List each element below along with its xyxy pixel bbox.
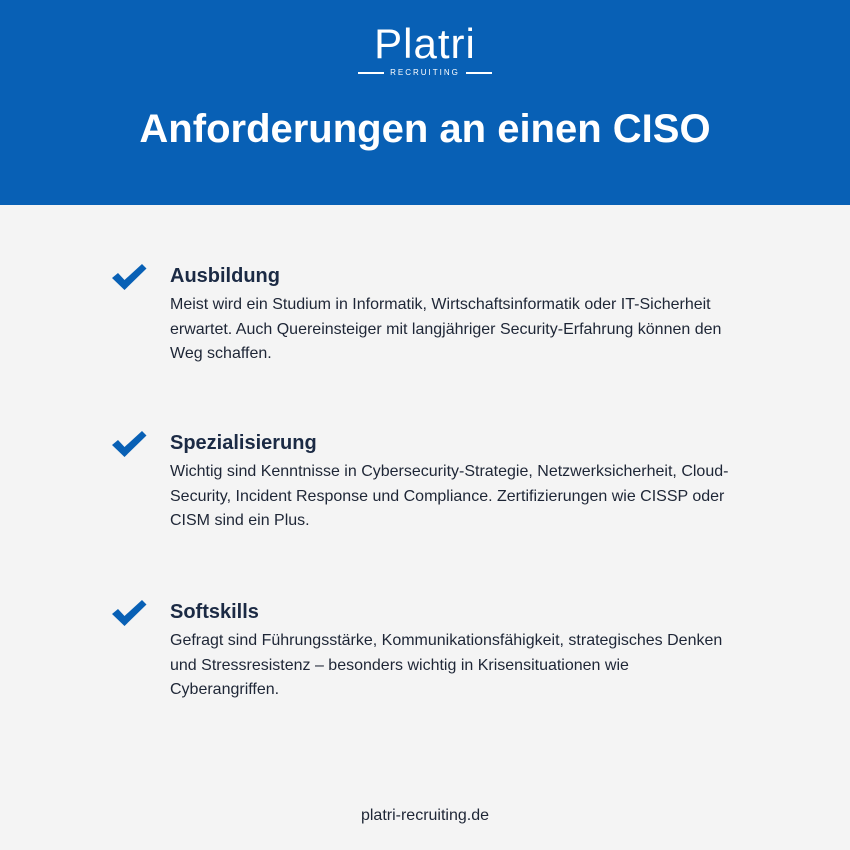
logo-rule-right: [466, 72, 492, 74]
requirement-heading: Spezialisierung: [170, 432, 317, 454]
brand-logo: [0, 22, 850, 79]
requirement-heading: Ausbildung: [170, 265, 280, 287]
checkmark-icon: [110, 429, 148, 461]
requirement-heading: Softskills: [170, 601, 259, 623]
website-url: platri-recruiting.de: [360, 807, 490, 824]
requirement-description: Wichtig sind Kenntnisse in Cybersecurity-Strategie, Netzwerksicherheit, Cloud-Security, Incident Response und Compliance. Zertifizierungen wie CISSP oder CISM sind ein Plus.: [170, 463, 729, 529]
checkmark-icon: [110, 262, 148, 294]
requirement-description: Meist wird ein Studium in Informatik, Wirtschaftsinformatik oder IT-Sicherheit erwartet. Auch Quereinsteiger mit langjähriger Security-Erfahrung können den Weg schaffen.: [170, 296, 722, 362]
logo-wordmark: Platri: [374, 20, 476, 67]
requirement-description: Gefragt sind Führungsstärke, Kommunikationsfähigkeit, strategisches Denken und Stressresistenz – besonders wichtig in Krisensituationen wie Cyberangriffen.: [170, 632, 723, 698]
logo-tagline: [0, 67, 850, 79]
header-banner: [0, 0, 850, 205]
page-title: Anforderungen an einen CISO: [139, 107, 711, 151]
logo-tagline-text: RECRUITING: [390, 68, 460, 77]
checkmark-icon: [110, 598, 148, 630]
logo-rule-left: [358, 72, 384, 74]
